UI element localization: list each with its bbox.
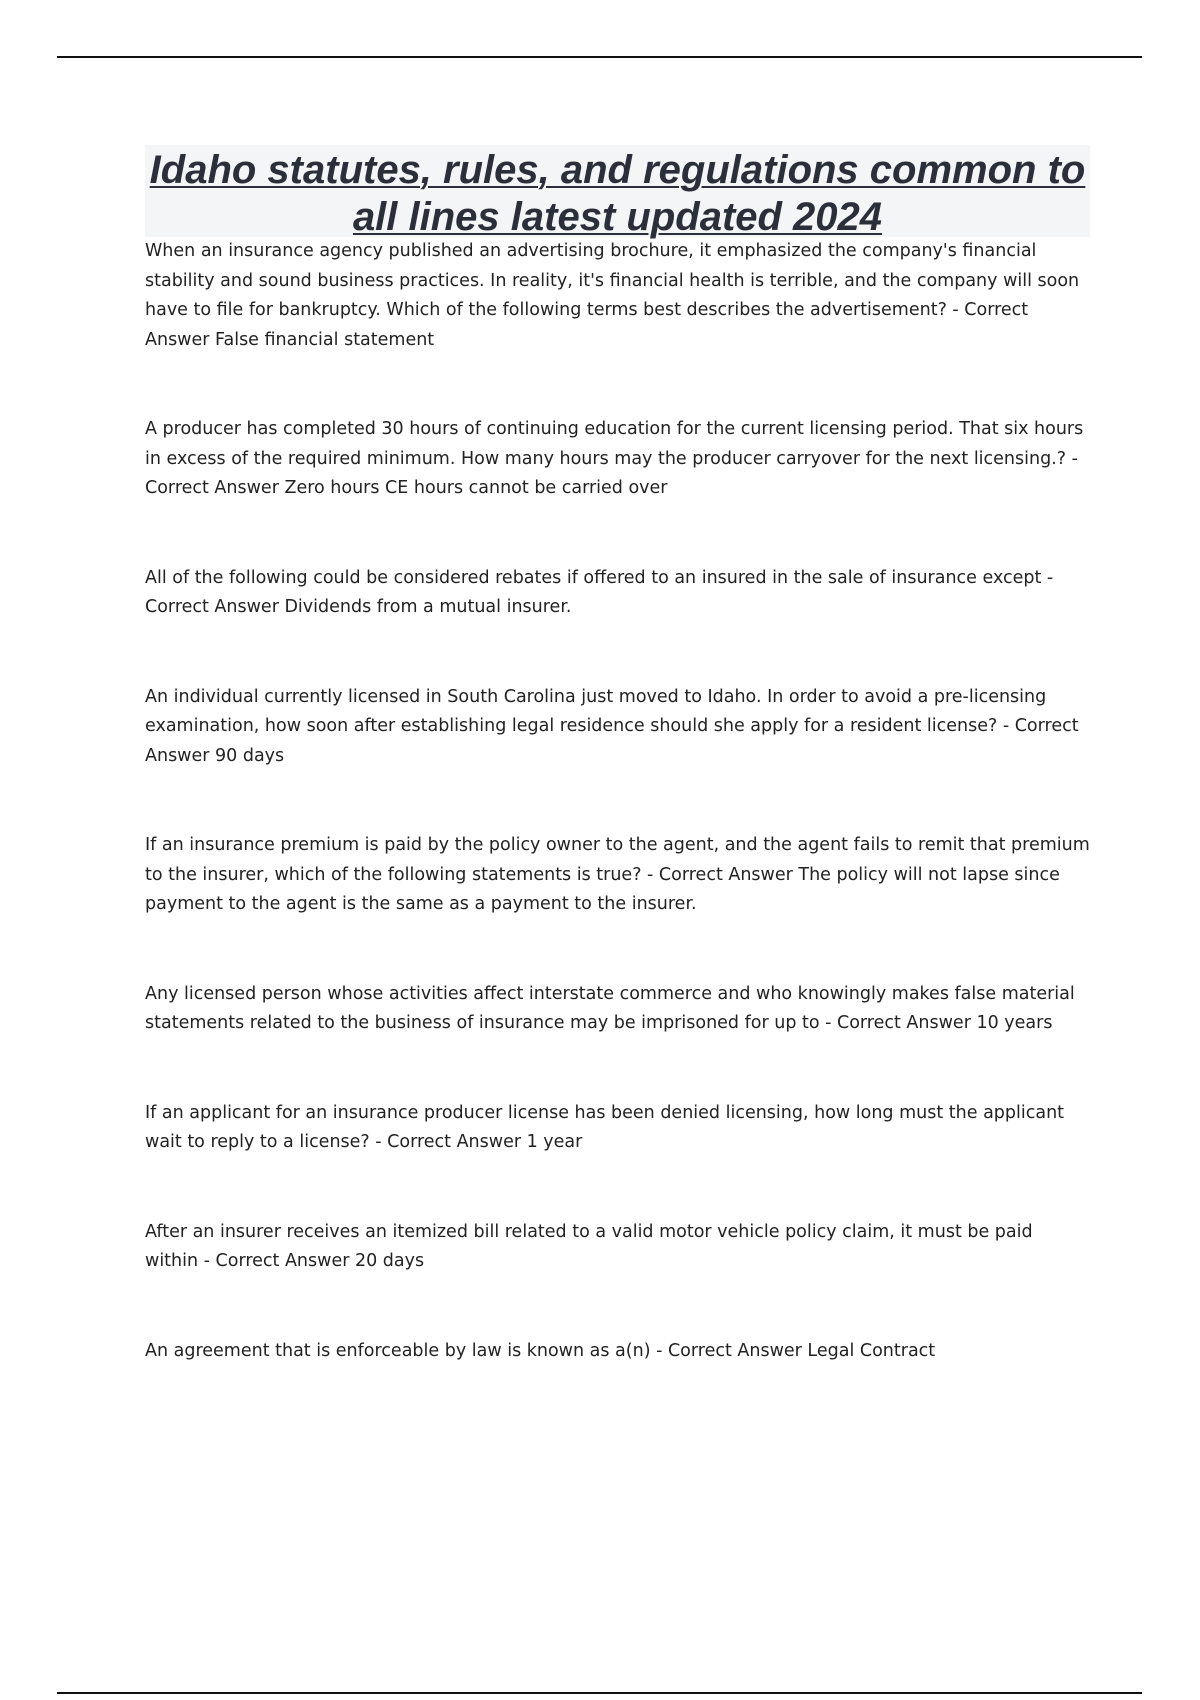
qa-item: All of the following could be considered rebates if offered to an insured in the sale of insurance except - Correct Answer Dividends from a mutual insurer.: [145, 567, 1054, 617]
qa-item: When an insurance agency published an advertising brochure, it emphasized the company's financial stability and sound business practices. In reality, it's financial health is terrible, and the company will soon have to file for bankruptcy. Which of the following terms best describes the advertisement? - Correct Answer False financial statement: [145, 241, 1080, 350]
qa-item: If an applicant for an insurance producer license has been denied licensing, how long must the applicant wait to reply to a license? - Correct Answer 1 year: [145, 1102, 1065, 1152]
qa-item: An agreement that is enforceable by law is known as a(n) - Correct Answer Legal Contract: [145, 1340, 936, 1361]
qa-item: An individual currently licensed in South Carolina just moved to Idaho. In order to avoid a pre-licensing examination, how soon after establishing legal residence should she apply for a resident license? - Correct Answer 90 days: [145, 686, 1079, 766]
qa-item: After an insurer receives an itemized bill related to a valid motor vehicle policy claim, it must be paid within - Correct Answer 20 days: [145, 1221, 1033, 1271]
qa-item: A producer has completed 30 hours of continuing education for the current licensing period. That six hours in excess of the required minimum. How many hours may the producer carryover for the next licensing.? - Correct Answer Zero hours CE hours cannot be carried over: [145, 419, 1084, 498]
top-rule: [57, 56, 1142, 58]
title-block: [145, 145, 1090, 237]
bottom-rule: [57, 1692, 1142, 1694]
document-body: [145, 237, 1090, 1366]
qa-item: Any licensed person whose activities affect interstate commerce and who knowingly makes false material statements related to the business of insurance may be imprisoned for up to - Correct Answer 10 years: [145, 983, 1075, 1033]
document-title: Idaho statutes, rules, and regulations common to all lines latest updated 2024: [149, 148, 1086, 239]
qa-item: If an insurance premium is paid by the policy owner to the agent, and the agent fails to remit that premium to the insurer, which of the following statements is true? - Correct Answer The policy will not lapse since payment to the agent is the same as a payment to the insurer.: [145, 835, 1090, 914]
